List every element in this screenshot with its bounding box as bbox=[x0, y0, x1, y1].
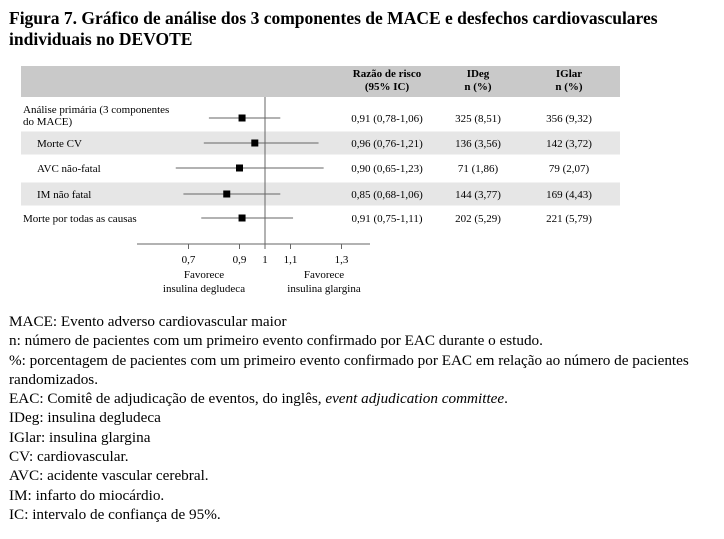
footnote-eac bbox=[9, 389, 721, 408]
x-tick-label-2: 1 bbox=[262, 254, 268, 266]
ideg-value-1: 136 (3,56) bbox=[455, 138, 501, 150]
header-ratio-line2: (95% IC) bbox=[364, 81, 410, 93]
iglar-value-4: 221 (5,79) bbox=[546, 213, 592, 225]
footnotes bbox=[9, 312, 721, 524]
iglar-value-0: 356 (9,32) bbox=[546, 113, 592, 125]
favours-right-line2: insulina glargina bbox=[287, 283, 361, 295]
x-tick-label-4: 1,3 bbox=[334, 254, 349, 266]
row-label-4: Morte por todas as causas bbox=[23, 213, 137, 225]
hr-ci-text-1: 0,96 (0,76-1,21) bbox=[351, 138, 423, 150]
footnote-mace: MACE: Evento adverso cardiovascular maior bbox=[9, 313, 287, 330]
row-label-1: Morte CV bbox=[37, 138, 82, 150]
row-shading-3 bbox=[21, 183, 620, 206]
favours-right-line1: Favorece bbox=[303, 269, 345, 281]
hr-marker-3 bbox=[223, 191, 230, 198]
ideg-value-3: 144 (3,77) bbox=[455, 189, 501, 201]
footnote-iglar: IGlar: insulina glargina bbox=[9, 428, 151, 446]
favours-left-line1: Favorece bbox=[183, 269, 225, 281]
iglar-value-3: 169 (4,43) bbox=[546, 189, 592, 201]
row-shading-1 bbox=[21, 132, 620, 155]
header-band bbox=[21, 66, 620, 97]
footnote-avc: AVC: acidente vascular cerebral. bbox=[9, 467, 209, 485]
favours-left-line2: insulina degludeca bbox=[162, 283, 246, 295]
iglar-value-2: 79 (2,07) bbox=[548, 163, 590, 175]
footnote-eac-term: event adjudication committee bbox=[325, 390, 505, 408]
figure-title: Figura 7. Gráfico de análise dos 3 componentes de MACE e desfechos cardiovasculares individuais no DEVOTE bbox=[9, 8, 658, 49]
header-iglar-line2: n (%) bbox=[555, 81, 583, 93]
x-axis-ticks bbox=[182, 244, 349, 266]
ideg-value-2: 71 (1,86) bbox=[457, 163, 499, 175]
row-label-3: IM não fatal bbox=[37, 189, 92, 201]
footnote-eac-suffix: . bbox=[504, 390, 508, 408]
x-tick-label-3: 1,1 bbox=[283, 254, 298, 266]
hr-marker-2 bbox=[236, 165, 243, 172]
header-ideg-line1: IDeg bbox=[466, 68, 490, 80]
footnote-cv: CV: cardiovascular. bbox=[9, 448, 129, 466]
footnote-percent: %: porcentagem de pacientes com um primeiro evento confirmado por EAC em relação ao número de pacientes randomizados. bbox=[9, 351, 689, 388]
row-label-2: AVC não-fatal bbox=[37, 163, 101, 175]
hr-ci-text-2: 0,90 (0,65-1,23) bbox=[351, 163, 423, 175]
header-iglar-line1: IGlar bbox=[555, 68, 583, 80]
hr-marker-1 bbox=[251, 140, 258, 147]
x-tick-label-1: 0,9 bbox=[232, 254, 247, 266]
footnote-ic: IC: intervalo de confiança de 95%. bbox=[9, 505, 221, 523]
hr-ci-text-0: 0,91 (0,78-1,06) bbox=[351, 113, 423, 125]
hr-marker-0 bbox=[239, 115, 246, 122]
x-tick-label-0: 0,7 bbox=[181, 254, 196, 266]
ideg-value-4: 202 (5,29) bbox=[455, 213, 501, 225]
footnote-eac-prefix: EAC: Comitê de adjudicação de eventos, do inglês, bbox=[9, 390, 326, 408]
footnote-ideg: IDeg: insulina degludeca bbox=[9, 409, 161, 427]
row-label-0-line1: do MACE) bbox=[23, 116, 73, 128]
footnote-im: IM: infarto do miocárdio. bbox=[9, 486, 165, 504]
header-ratio-line1: Razão de risco bbox=[352, 68, 422, 80]
iglar-value-1: 142 (3,72) bbox=[546, 138, 592, 150]
row-label-0-line0: Análise primária (3 componentes bbox=[23, 104, 170, 116]
rows-layer bbox=[23, 104, 592, 225]
ideg-value-0: 325 (8,51) bbox=[455, 113, 501, 125]
hr-ci-text-3: 0,85 (0,68-1,06) bbox=[351, 189, 423, 201]
hr-ci-text-4: 0,91 (0,75-1,11) bbox=[351, 213, 423, 225]
hr-marker-4 bbox=[239, 215, 246, 222]
footnote-n: n: número de pacientes com um primeiro evento confirmado por EAC durante o estudo. bbox=[9, 332, 543, 350]
header-ideg-line2: n (%) bbox=[464, 81, 492, 93]
